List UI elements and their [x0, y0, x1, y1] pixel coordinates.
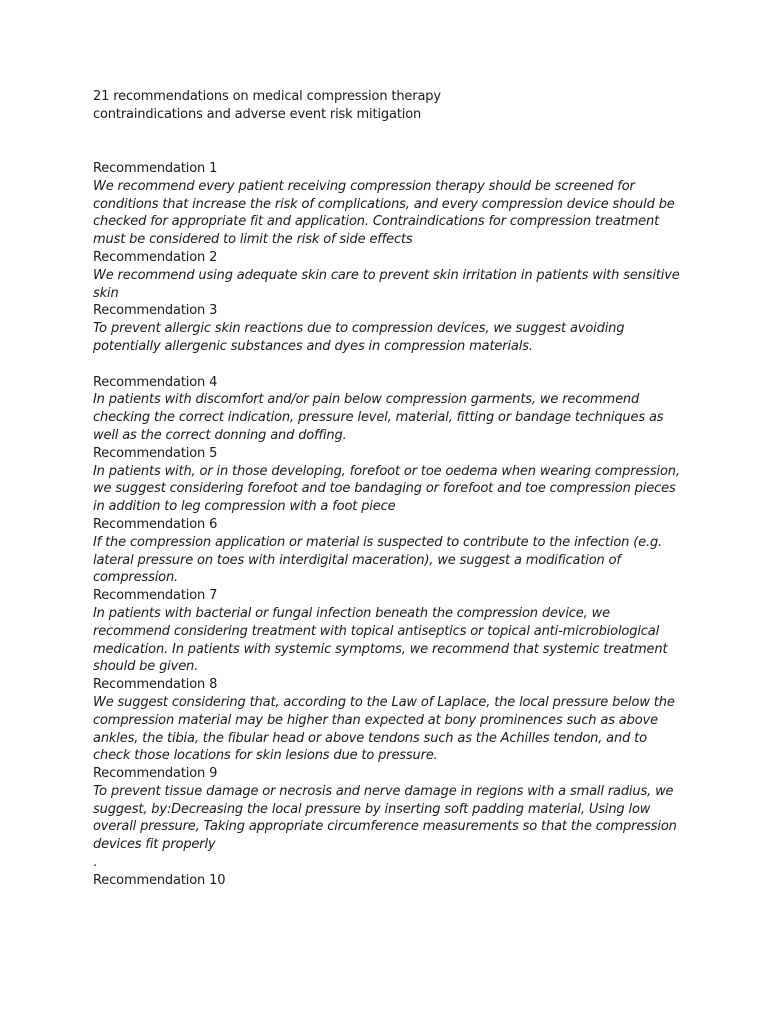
- recommendation-text: We recommend using adequate skin care to prevent skin irritation in patients with sensitive skin: [93, 267, 680, 301]
- recommendation-5: [93, 445, 683, 516]
- recommendation-text: We recommend every patient receiving compression therapy should be screened for conditions that increase the risk of complications, and every compression device should be checked for appropriate fit and application. Contraindications for compression treatment must be considered to limit the risk of side effects: [93, 178, 675, 248]
- recommendation-heading: Recommendation 10: [93, 872, 226, 888]
- recommendation-text: In patients with, or in those developing, forefoot or toe oedema when wearing compression, we suggest considering forefoot and toe bandaging or forefoot and toe compression pieces in addition to leg compression with a foot piece: [93, 463, 680, 515]
- recommendation-heading: Recommendation 9: [93, 766, 218, 782]
- recommendation-7: [93, 587, 683, 676]
- blank-line: [93, 356, 683, 374]
- recommendation-heading: Recommendation 1: [93, 161, 218, 176]
- recommendation-heading: Recommendation 6: [93, 516, 218, 532]
- recommendation-9: [93, 765, 683, 854]
- recommendation-text: In patients with discomfort and/or pain below compression garments, we recommend checking the correct indication, pressure level, material, fitting or bandage techniques as well as the correct donning and doffing.: [93, 392, 664, 443]
- document-title: [93, 88, 683, 124]
- recommendation-heading: Recommendation 5: [93, 445, 218, 461]
- recommendation-text: In patients with bacterial or fungal infection beneath the compression device, we recommend considering treatment with topical antiseptics or topical anti-microbiological medication. In patients with systemic symptoms, we recommend that systemic treatment should be given.: [93, 605, 668, 675]
- document-page: [93, 88, 683, 890]
- recommendation-10: [93, 872, 683, 890]
- recommendation-text: We suggest considering that, according to the Law of Laplace, the local pressure below the compression material may be higher than expected at bony prominences such as above ankles, the tibia, the fibular head or above tendons such as the Achilles tendon, and to check those locations for skin lesions due to pressure.: [93, 694, 675, 764]
- recommendation-heading: Recommendation 3: [93, 303, 218, 319]
- recommendation-2: [93, 249, 683, 302]
- recommendation-text: To prevent allergic skin reactions due to compression devices, we suggest avoiding potentially allergenic substances and dyes in compression materials.: [93, 321, 625, 354]
- recommendation-text: If the compression application or material is suspected to contribute to the infection (e.g. lateral pressure on toes with interdigital maceration), we suggest a modification of compression.: [93, 534, 663, 586]
- title-line-2: contraindications and adverse event risk mitigation: [93, 107, 422, 122]
- stray-period: .: [93, 855, 97, 871]
- recommendation-6: [93, 516, 683, 587]
- recommendation-heading: Recommendation 4: [93, 374, 218, 390]
- recommendation-text: To prevent tissue damage or necrosis and nerve damage in regions with a small radius, we suggest, by:Decreasing the local pressure by inserting soft padding material, Using low overall pressure, Taking appropriate circumference measurements so that the compression devices fit properly: [93, 783, 677, 853]
- recommendation-3: [93, 302, 683, 355]
- recommendation-8: [93, 676, 683, 765]
- recommendation-heading: Recommendation 2: [93, 249, 218, 265]
- recommendation-heading: Recommendation 7: [93, 588, 218, 604]
- title-line-1: 21 recommendations on medical compression therapy: [93, 89, 441, 104]
- recommendation-heading: Recommendation 8: [93, 677, 218, 693]
- recommendation-4: [93, 374, 683, 445]
- recommendation-1: [93, 160, 683, 249]
